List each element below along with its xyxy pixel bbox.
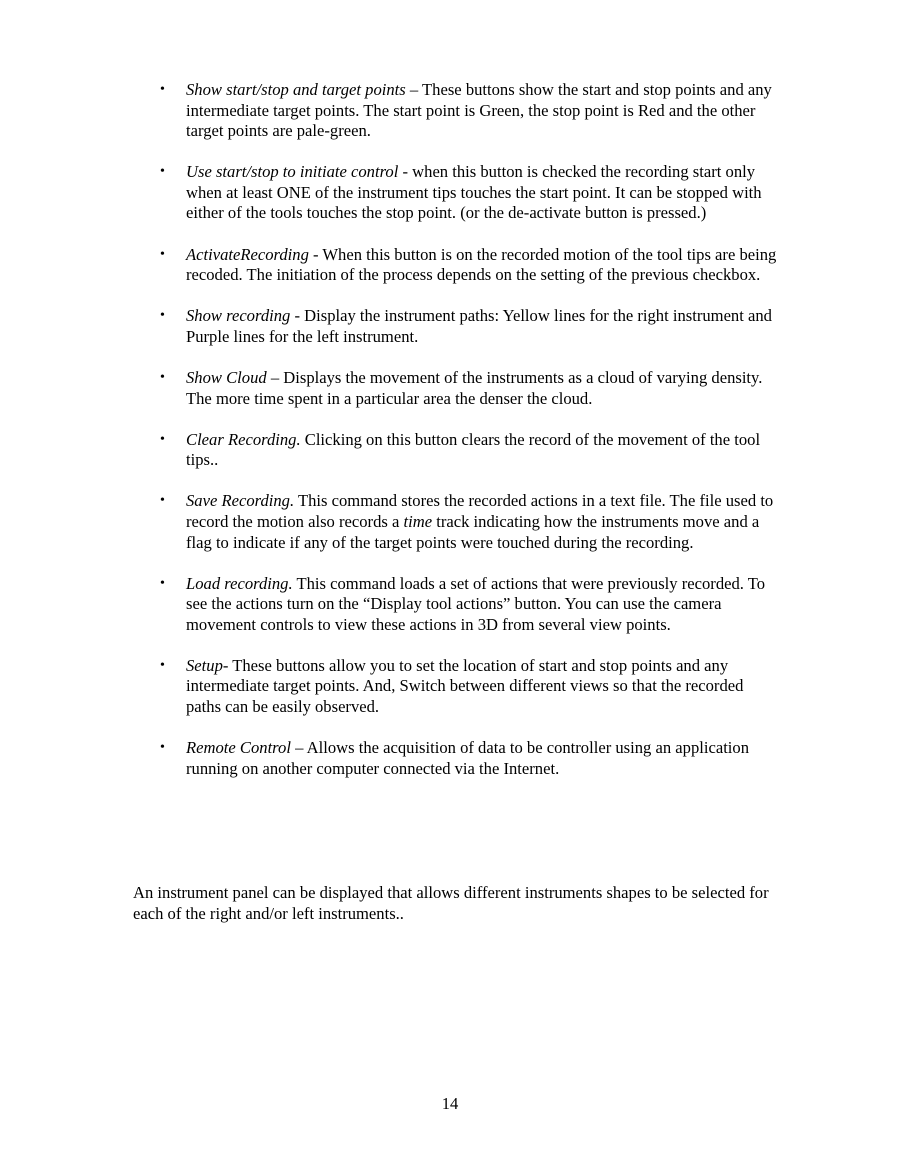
closing-paragraph: An instrument panel can be displayed that allows different instruments shapes to be selected for each of the right and/or left instruments.. xyxy=(133,883,769,923)
list-item-load-recording xyxy=(160,574,780,636)
item-text-after: track indicating how the instruments move and a flag to indicate if any of the target points were touched during the recording. xyxy=(186,511,760,552)
bullet-icon: • xyxy=(160,740,165,756)
item-term: ActivateRecording xyxy=(186,244,309,264)
list-item-activate-recording xyxy=(160,245,780,286)
page-number: 14 xyxy=(441,1094,459,1113)
list-item-save-recording xyxy=(160,491,780,553)
bullet-icon: • xyxy=(160,657,165,673)
list-item-use-start-stop xyxy=(160,162,780,224)
bullet-icon: • xyxy=(160,164,165,180)
item-text: This command loads a set of actions that were previously recorded. To see the actions turn on the “Display tool actions” button. You can use the camera movement controls to view these actions in 3D from several view points. xyxy=(186,573,766,634)
bullet-icon: • xyxy=(160,246,165,262)
list-item-clear-recording xyxy=(160,430,780,471)
item-term: Setup xyxy=(186,655,223,675)
item-text: - Display the instrument paths: Yellow lines for the right instrument and Purple lines for the left instrument. xyxy=(186,306,772,346)
item-term: Load recording. xyxy=(186,573,293,593)
bullet-icon: • xyxy=(160,575,165,591)
item-term: Clear Recording. xyxy=(186,429,301,449)
item-term: Show start/stop and target points xyxy=(186,80,406,99)
list-item-show-start-stop xyxy=(160,80,780,142)
bullet-icon: • xyxy=(160,82,165,97)
item-term: Save Recording. xyxy=(186,491,295,511)
item-text: – These buttons show the start and stop points and any intermediate target points. The start point is Green, the stop point is Red and the other target points are pale-green. xyxy=(186,80,772,141)
bullet-icon: • xyxy=(160,369,165,385)
feature-bullet-list xyxy=(160,80,780,800)
item-term: Show Cloud xyxy=(186,367,267,387)
list-item-remote-control xyxy=(160,738,780,779)
item-text: - when this button is checked the recording start only when at least ONE of the instrument tips touches the start point. It can be stopped with either of the tools touches the stop point. (or the de-activate button is pressed.) xyxy=(186,162,762,223)
item-text: – Allows the acquisition of data to be controller using an application running on another computer connected via the Internet. xyxy=(186,738,750,778)
item-term: Show recording xyxy=(186,306,291,326)
bullet-icon: • xyxy=(160,493,165,509)
list-item-show-cloud xyxy=(160,368,780,409)
bullet-icon: • xyxy=(160,431,165,447)
item-term: Use start/stop to initiate control xyxy=(186,162,399,182)
item-text: - When this button is on the recorded motion of the tool tips are being recoded. The initiation of the process depends on the setting of the previous checkbox. xyxy=(186,244,777,285)
list-item-show-recording xyxy=(160,306,780,347)
item-text-before: This command stores the recorded actions in a text file. The file used to record the motion also records a xyxy=(186,491,774,531)
bullet-icon: • xyxy=(160,308,165,324)
item-italic-word: time xyxy=(403,511,433,531)
item-text: – Displays the movement of the instruments as a cloud of varying density. The more time spent in a particular area the denser the cloud. xyxy=(186,367,763,408)
item-text: - These buttons allow you to set the location of start and stop points and any intermediate target points. And, Switch between different views so that the recorded paths can be easily observed. xyxy=(186,655,744,717)
item-term: Remote Control xyxy=(186,738,291,758)
list-item-setup xyxy=(160,656,780,718)
item-text: Clicking on this button clears the record of the movement of the tool tips.. xyxy=(186,429,761,470)
